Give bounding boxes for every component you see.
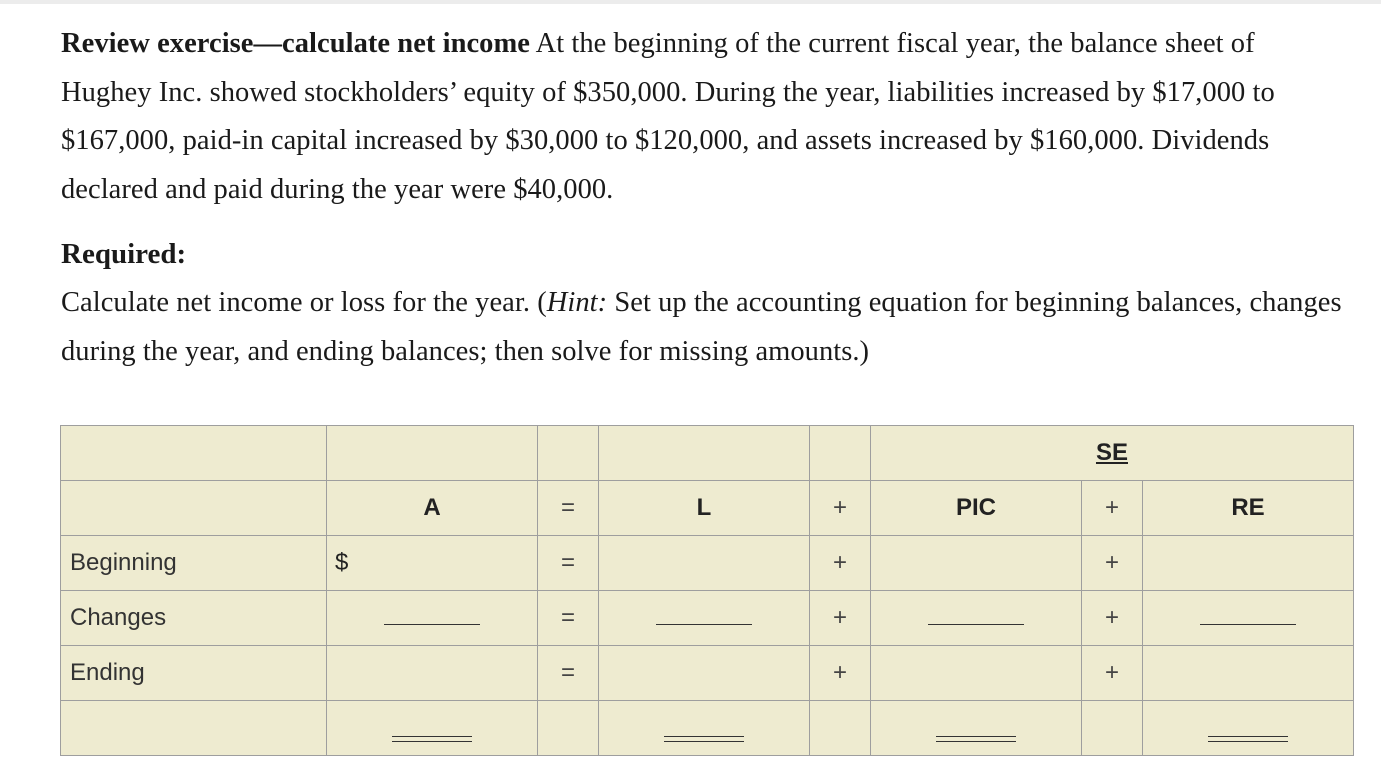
- double-underline: [664, 736, 744, 742]
- table-row-beginning: [61, 536, 1354, 591]
- double-underline: [392, 736, 472, 742]
- empty-cell: [538, 426, 599, 481]
- equals-sign: =: [538, 591, 599, 646]
- double-underline: [1208, 736, 1288, 742]
- table-row-ending: [61, 646, 1354, 701]
- empty-cell: [810, 426, 871, 481]
- double-underline: [936, 736, 1016, 742]
- hint-label: Hint:: [546, 287, 608, 318]
- se-header: SE: [1095, 439, 1128, 466]
- row-label-ending: Ending: [61, 646, 327, 701]
- plus-sign: +: [1082, 536, 1143, 591]
- se-header-cell: [871, 426, 1354, 481]
- table-row-totals: [61, 701, 1354, 756]
- header-equals: =: [538, 481, 599, 536]
- re-changes-cell[interactable]: [1143, 591, 1354, 646]
- answer-blank: [1200, 624, 1296, 625]
- problem-text: [61, 20, 1351, 376]
- answer-blank: [656, 624, 752, 625]
- pic-ending-cell[interactable]: [871, 646, 1082, 701]
- re-beginning-cell[interactable]: [1143, 536, 1354, 591]
- pic-total-cell: [871, 701, 1082, 756]
- problem-body: At the beginning of the current fiscal year, the balance sheet of Hughey Inc. showed stockholders’ equity of $350,000. During the year, liabilities increased by $17,000 to $167,000, paid-in capital increased by $30,000 to $120,000, and assets increased by $160,000. Dividends declared and paid during the year were $40,000.: [61, 28, 1275, 205]
- empty-cell: [1082, 701, 1143, 756]
- problem-paragraph: [61, 20, 1351, 214]
- plus-sign: +: [810, 591, 871, 646]
- row-label-beginning: Beginning: [61, 536, 327, 591]
- accounting-equation-table: [60, 425, 1354, 756]
- liabilities-total-cell: [599, 701, 810, 756]
- plus-sign: +: [1082, 591, 1143, 646]
- re-ending-cell[interactable]: [1143, 646, 1354, 701]
- empty-cell: [599, 426, 810, 481]
- empty-cell: [61, 701, 327, 756]
- assets-ending-cell[interactable]: [327, 646, 538, 701]
- assets-changes-cell[interactable]: [327, 591, 538, 646]
- answer-blank: [384, 624, 480, 625]
- empty-cell: [538, 701, 599, 756]
- header-plus: +: [1082, 481, 1143, 536]
- empty-cell: [327, 426, 538, 481]
- instruction-before-hint: Calculate net income or loss for the year. (: [61, 287, 547, 318]
- plus-sign: +: [1082, 646, 1143, 701]
- row-label-changes: Changes: [61, 591, 327, 646]
- problem-title: Review exercise—calculate net income: [61, 28, 530, 59]
- plus-sign: +: [810, 536, 871, 591]
- header-pic: PIC: [871, 481, 1082, 536]
- plus-sign: +: [810, 646, 871, 701]
- dollar-sign: $: [335, 549, 349, 576]
- se-header-row: [61, 426, 1354, 481]
- header-re: RE: [1143, 481, 1354, 536]
- header-assets: A: [327, 481, 538, 536]
- instruction-after-hint: Set up the accounting equation for beginning balances, changes during the year, and ending balances; then solve for missing amounts.): [61, 287, 1342, 367]
- liabilities-changes-cell[interactable]: [599, 591, 810, 646]
- pic-beginning-cell[interactable]: [871, 536, 1082, 591]
- header-liabilities: L: [599, 481, 810, 536]
- table-row-changes: [61, 591, 1354, 646]
- assets-total-cell: [327, 701, 538, 756]
- header-plus: +: [810, 481, 871, 536]
- pic-changes-cell[interactable]: [871, 591, 1082, 646]
- empty-cell: [61, 426, 327, 481]
- liabilities-ending-cell[interactable]: [599, 646, 810, 701]
- answer-blank: [928, 624, 1024, 625]
- re-total-cell: [1143, 701, 1354, 756]
- required-heading: Required:: [61, 238, 187, 270]
- equals-sign: =: [538, 536, 599, 591]
- assets-beginning-cell[interactable]: [327, 536, 538, 591]
- column-header-row: [61, 481, 1354, 536]
- empty-cell: [810, 701, 871, 756]
- instruction-paragraph: [61, 279, 1351, 376]
- liabilities-beginning-cell[interactable]: [599, 536, 810, 591]
- empty-cell: [61, 481, 327, 536]
- top-border: [0, 0, 1381, 4]
- equals-sign: =: [538, 646, 599, 701]
